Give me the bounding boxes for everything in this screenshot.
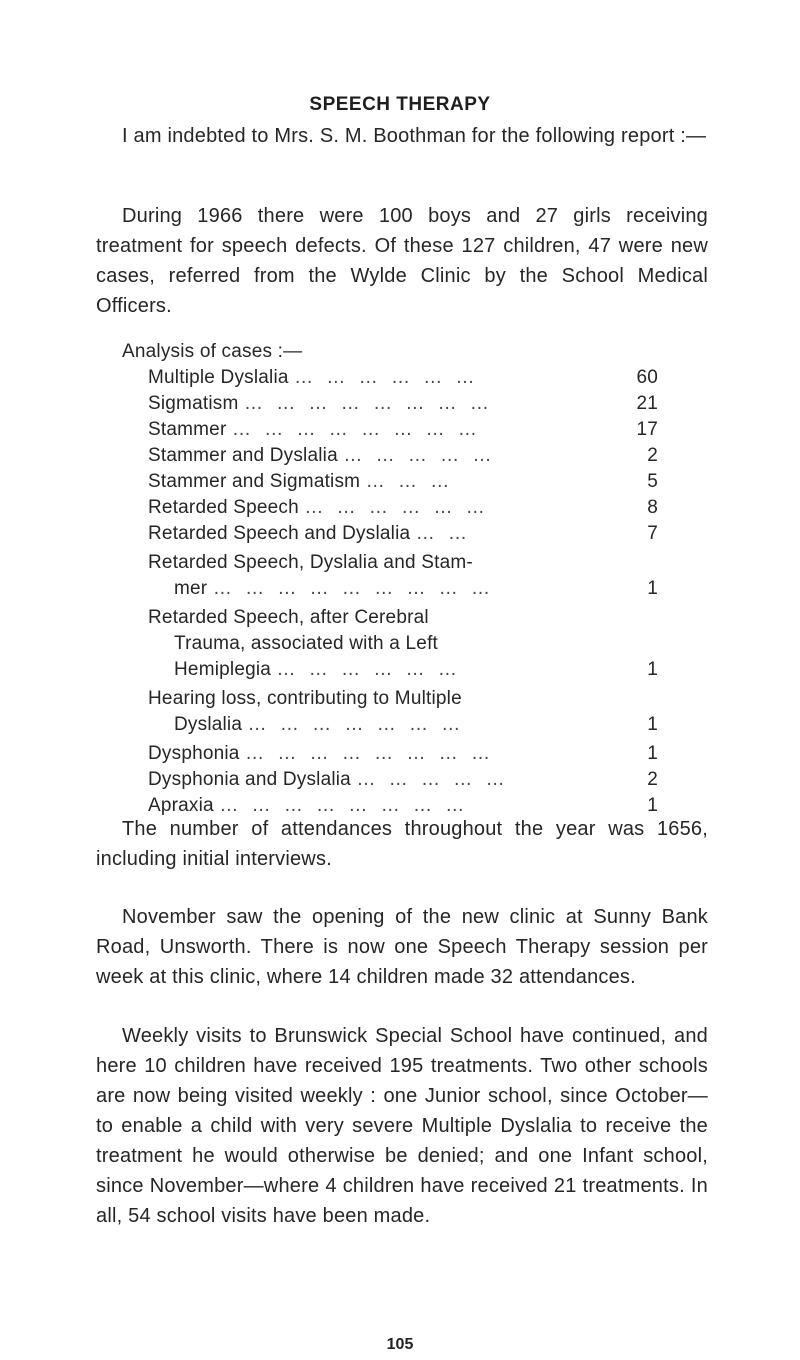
treatment-text: During 1966 there were 100 boys and 27 girls receiving treatment for speech defects. Of these 127 children, 47 were new cases, referred from the Wylde Clinic by the School Medical Officers. — [96, 205, 708, 317]
case-count: 2 — [647, 445, 658, 466]
case-label: Hearing loss, contributing to Multiple Dyslalia … … … … … … … — [148, 688, 465, 735]
case-count: 60 — [636, 367, 658, 388]
case-row — [148, 767, 658, 793]
case-count: 8 — [647, 497, 658, 518]
school-visits-paragraph — [96, 1021, 708, 1231]
case-row — [148, 443, 658, 469]
case-count: 1 — [647, 795, 658, 816]
case-label: Retarded Speech, after Cerebral Trauma, associated with a Left Hemiplegia … … … … … … — [148, 607, 461, 680]
case-row — [148, 741, 658, 767]
case-label: Dysphonia and Dyslalia … … … … … — [148, 769, 509, 790]
page-number: 105 — [386, 1336, 414, 1353]
case-label: Stammer and Sigmatism … … … — [148, 471, 454, 492]
page-title: SPEECH THERAPY — [309, 94, 491, 115]
case-label: Multiple Dyslalia … … … … … … — [148, 367, 479, 388]
new-clinic-text: November saw the opening of the new clinic at Sunny Bank Road, Unsworth. There is now one Speech Therapy session per week at this clinic, where 14 children made 32 attendances. — [96, 906, 708, 988]
case-count: 7 — [647, 523, 658, 544]
case-label: Apraxia … … … … … … … … — [148, 795, 469, 816]
intro-text: I am indebted to Mrs. S. M. Boothman for the following report :— — [122, 125, 707, 147]
case-count: 1 — [647, 714, 658, 735]
case-label: Sigmatism … … … … … … … … — [148, 393, 493, 414]
case-label: Dysphonia … … … … … … … … — [148, 743, 495, 764]
case-count: 2 — [647, 769, 658, 790]
case-row — [148, 391, 658, 417]
case-label: Retarded Speech … … … … … … — [148, 497, 489, 518]
case-row — [148, 550, 658, 602]
case-count: 1 — [647, 578, 658, 599]
case-row — [148, 417, 658, 443]
case-label: Retarded Speech and Dyslalia … … — [148, 523, 472, 544]
case-count: 5 — [647, 471, 658, 492]
attendances-text: The number of attendances throughout the year was 1656, including initial interviews. — [96, 818, 708, 870]
new-clinic-paragraph — [96, 902, 708, 992]
case-count: 17 — [636, 419, 658, 440]
case-label: Stammer and Dyslalia … … … … … — [148, 445, 496, 466]
case-row — [148, 469, 658, 495]
case-count: 21 — [636, 393, 658, 414]
school-visits-text: Weekly visits to Brunswick Special School have continued, and here 10 children have received 195 treatments. Two other schools are now being visited weekly : one Junior school, since October—to enable a child with very severe Multiple Dyslalia to receive the treatment he would otherwise be denied; and one Infant school, since November—where 4 children have received 21 treatments. In all, 54 school visits have been made. — [96, 1025, 708, 1227]
analysis-heading: Analysis of cases :— — [122, 341, 303, 362]
case-row — [148, 365, 658, 391]
case-row — [148, 495, 658, 521]
attendances-paragraph — [96, 814, 708, 874]
case-row — [148, 686, 658, 738]
case-label: Stammer … … … … … … … … — [148, 419, 481, 440]
case-count: 1 — [647, 659, 658, 680]
case-row — [148, 521, 658, 547]
case-row — [148, 605, 658, 683]
case-label: Retarded Speech, Dyslalia and Stam- mer … … … … … … … … … — [148, 552, 495, 599]
treatment-paragraph — [96, 201, 708, 321]
case-count: 1 — [647, 743, 658, 764]
cases-list — [148, 365, 658, 819]
intro-paragraph — [96, 121, 708, 151]
